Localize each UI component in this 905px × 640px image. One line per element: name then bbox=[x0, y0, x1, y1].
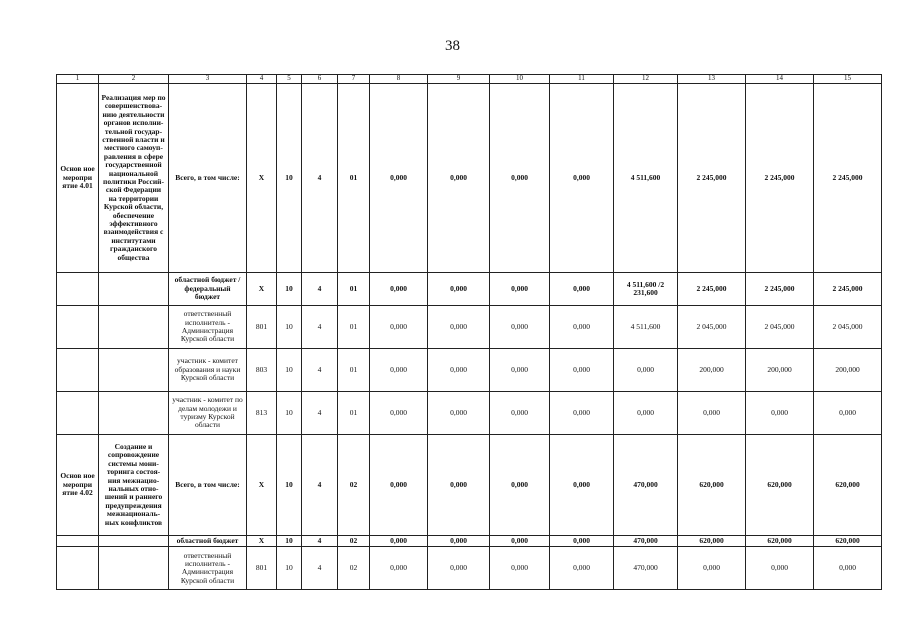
funding-source-cell: участник - комитет образования и науки Курской области bbox=[169, 349, 247, 392]
event-code-cell bbox=[57, 349, 99, 392]
event-code-cell bbox=[57, 306, 99, 349]
value-cell: 0,000 bbox=[370, 306, 428, 349]
program-cell: 02 bbox=[338, 547, 370, 590]
value-cell: 0,000 bbox=[490, 306, 550, 349]
grbs-cell: 801 bbox=[247, 547, 277, 590]
program-cell: 02 bbox=[338, 435, 370, 536]
subsection-cell: 4 bbox=[302, 392, 338, 435]
value-cell: 2 245,000 bbox=[746, 84, 814, 273]
table-row bbox=[57, 435, 882, 536]
event-name-cell bbox=[99, 273, 169, 306]
grbs-cell: Х bbox=[247, 273, 277, 306]
subsection-cell: 4 bbox=[302, 306, 338, 349]
column-header: 11 bbox=[550, 75, 614, 84]
value-cell: 0,000 bbox=[428, 349, 490, 392]
value-cell: 2 245,000 bbox=[678, 84, 746, 273]
value-cell: 0,000 bbox=[550, 273, 614, 306]
column-header: 15 bbox=[814, 75, 882, 84]
table-row bbox=[57, 84, 882, 273]
value-cell: 0,000 bbox=[490, 435, 550, 536]
value-cell: 2 045,000 bbox=[814, 306, 882, 349]
value-cell: 0,000 bbox=[814, 547, 882, 590]
value-cell: 0,000 bbox=[370, 435, 428, 536]
section-cell: 10 bbox=[277, 349, 302, 392]
value-cell: 0,000 bbox=[428, 435, 490, 536]
value-cell: 0,000 bbox=[428, 84, 490, 273]
column-header: 10 bbox=[490, 75, 550, 84]
value-cell: 0,000 bbox=[490, 273, 550, 306]
value-cell: 0,000 bbox=[550, 392, 614, 435]
column-header: 8 bbox=[370, 75, 428, 84]
funding-source-cell: ответственный исполнитель - Администрация Курской области bbox=[169, 306, 247, 349]
value-cell: 0,000 bbox=[746, 392, 814, 435]
value-cell: 620,000 bbox=[678, 536, 746, 547]
value-cell: 0,000 bbox=[370, 349, 428, 392]
table-header-row bbox=[57, 75, 882, 84]
value-cell: 470,000 bbox=[614, 547, 678, 590]
column-header: 2 bbox=[99, 75, 169, 84]
event-code-cell: Основ ное меропри ятие 4.02 bbox=[57, 435, 99, 536]
value-cell: 0,000 bbox=[370, 84, 428, 273]
program-cell: 02 bbox=[338, 536, 370, 547]
column-header: 14 bbox=[746, 75, 814, 84]
column-header: 13 bbox=[678, 75, 746, 84]
table-row bbox=[57, 306, 882, 349]
value-cell: 0,000 bbox=[678, 547, 746, 590]
column-header: 7 bbox=[338, 75, 370, 84]
value-cell: 0,000 bbox=[370, 547, 428, 590]
event-code-cell bbox=[57, 536, 99, 547]
value-cell: 2 245,000 bbox=[814, 84, 882, 273]
value-cell: 0,000 bbox=[550, 306, 614, 349]
value-cell: 0,000 bbox=[678, 392, 746, 435]
subsection-cell: 4 bbox=[302, 349, 338, 392]
value-cell: 0,000 bbox=[428, 392, 490, 435]
subsection-cell: 4 bbox=[302, 84, 338, 273]
subsection-cell: 4 bbox=[302, 273, 338, 306]
program-cell: 01 bbox=[338, 306, 370, 349]
subsection-cell: 4 bbox=[302, 435, 338, 536]
value-cell: 0,000 bbox=[614, 349, 678, 392]
value-cell: 470,000 bbox=[614, 435, 678, 536]
page-number: 38 bbox=[445, 38, 460, 54]
subsection-cell: 4 bbox=[302, 547, 338, 590]
value-cell: 0,000 bbox=[490, 536, 550, 547]
column-header: 3 bbox=[169, 75, 247, 84]
event-code-cell bbox=[57, 392, 99, 435]
value-cell: 0,000 bbox=[490, 84, 550, 273]
grbs-cell: 813 bbox=[247, 392, 277, 435]
value-cell: 2 245,000 bbox=[814, 273, 882, 306]
value-cell: 0,000 bbox=[370, 392, 428, 435]
value-cell: 200,000 bbox=[746, 349, 814, 392]
column-header: 5 bbox=[277, 75, 302, 84]
value-cell: 620,000 bbox=[746, 536, 814, 547]
grbs-cell: Х bbox=[247, 536, 277, 547]
value-cell: 620,000 bbox=[678, 435, 746, 536]
section-cell: 10 bbox=[277, 306, 302, 349]
value-cell: 0,000 bbox=[428, 273, 490, 306]
value-cell: 0,000 bbox=[814, 392, 882, 435]
value-cell: 2 245,000 bbox=[678, 273, 746, 306]
program-cell: 01 bbox=[338, 349, 370, 392]
event-code-cell bbox=[57, 547, 99, 590]
value-cell: 0,000 bbox=[370, 273, 428, 306]
column-header: 6 bbox=[302, 75, 338, 84]
value-cell: 0,000 bbox=[550, 349, 614, 392]
funding-source-cell: областной бюджет bbox=[169, 536, 247, 547]
event-code-cell bbox=[57, 273, 99, 306]
subsection-cell: 4 bbox=[302, 536, 338, 547]
budget-table bbox=[56, 74, 882, 590]
table-row bbox=[57, 349, 882, 392]
value-cell: 0,000 bbox=[550, 547, 614, 590]
section-cell: 10 bbox=[277, 435, 302, 536]
event-name-cell bbox=[99, 392, 169, 435]
funding-source-cell: ответственный исполнитель - Администрация Курской области bbox=[169, 547, 247, 590]
section-cell: 10 bbox=[277, 84, 302, 273]
column-header: 12 bbox=[614, 75, 678, 84]
value-cell: 0,000 bbox=[428, 547, 490, 590]
event-name-cell bbox=[99, 306, 169, 349]
table-row bbox=[57, 547, 882, 590]
value-cell: 0,000 bbox=[490, 547, 550, 590]
value-cell: 4 511,600 bbox=[614, 84, 678, 273]
value-cell: 0,000 bbox=[428, 306, 490, 349]
event-name-cell bbox=[99, 547, 169, 590]
table-row bbox=[57, 273, 882, 306]
grbs-cell: Х bbox=[247, 435, 277, 536]
event-name-cell: Реализация мер по совершенствова-нию деятельности органов исполни-тельной государ-ственной власти и местного самоуп-равления в сфере государственной национальной политики Россий-ской Федерации на территории Курской области, обеспечение эффективного взаимодействия с институтами гражданского общества bbox=[99, 84, 169, 273]
value-cell: 470,000 bbox=[614, 536, 678, 547]
value-cell: 4 511,600 bbox=[614, 306, 678, 349]
value-cell: 2 045,000 bbox=[678, 306, 746, 349]
funding-source-cell: участник - комитет по делам молодежи и туризму Курской области bbox=[169, 392, 247, 435]
event-code-cell: Основ ное меропри ятие 4.01 bbox=[57, 84, 99, 273]
value-cell: 2 245,000 bbox=[746, 273, 814, 306]
value-cell: 0,000 bbox=[614, 392, 678, 435]
column-header: 9 bbox=[428, 75, 490, 84]
funding-source-cell: Всего, в том числе: bbox=[169, 435, 247, 536]
grbs-cell: 801 bbox=[247, 306, 277, 349]
value-cell: 620,000 bbox=[746, 435, 814, 536]
value-cell: 200,000 bbox=[678, 349, 746, 392]
table-row bbox=[57, 392, 882, 435]
value-cell: 2 045,000 bbox=[746, 306, 814, 349]
column-header: 1 bbox=[57, 75, 99, 84]
value-cell: 0,000 bbox=[550, 84, 614, 273]
value-cell: 620,000 bbox=[814, 435, 882, 536]
funding-source-cell: Всего, в том числе: bbox=[169, 84, 247, 273]
value-cell: 0,000 bbox=[370, 536, 428, 547]
value-cell: 620,000 bbox=[814, 536, 882, 547]
value-cell: 0,000 bbox=[490, 349, 550, 392]
value-cell: 4 511,600 /2 231,600 bbox=[614, 273, 678, 306]
event-name-cell bbox=[99, 536, 169, 547]
program-cell: 01 bbox=[338, 392, 370, 435]
value-cell: 0,000 bbox=[550, 536, 614, 547]
value-cell: 0,000 bbox=[490, 392, 550, 435]
grbs-cell: 803 bbox=[247, 349, 277, 392]
value-cell: 0,000 bbox=[428, 536, 490, 547]
value-cell: 200,000 bbox=[814, 349, 882, 392]
value-cell: 0,000 bbox=[550, 435, 614, 536]
program-cell: 01 bbox=[338, 273, 370, 306]
event-name-cell: Создание и сопровождение системы мони-торинга состоя-ния межнацио-нальных отно-шений и раннего предупреждения межнациональ-ных конфликтов bbox=[99, 435, 169, 536]
section-cell: 10 bbox=[277, 392, 302, 435]
table-row bbox=[57, 536, 882, 547]
section-cell: 10 bbox=[277, 547, 302, 590]
column-header: 4 bbox=[247, 75, 277, 84]
program-cell: 01 bbox=[338, 84, 370, 273]
section-cell: 10 bbox=[277, 536, 302, 547]
event-name-cell bbox=[99, 349, 169, 392]
funding-source-cell: областной бюджет /федеральный бюджет bbox=[169, 273, 247, 306]
value-cell: 0,000 bbox=[746, 547, 814, 590]
section-cell: 10 bbox=[277, 273, 302, 306]
grbs-cell: Х bbox=[247, 84, 277, 273]
